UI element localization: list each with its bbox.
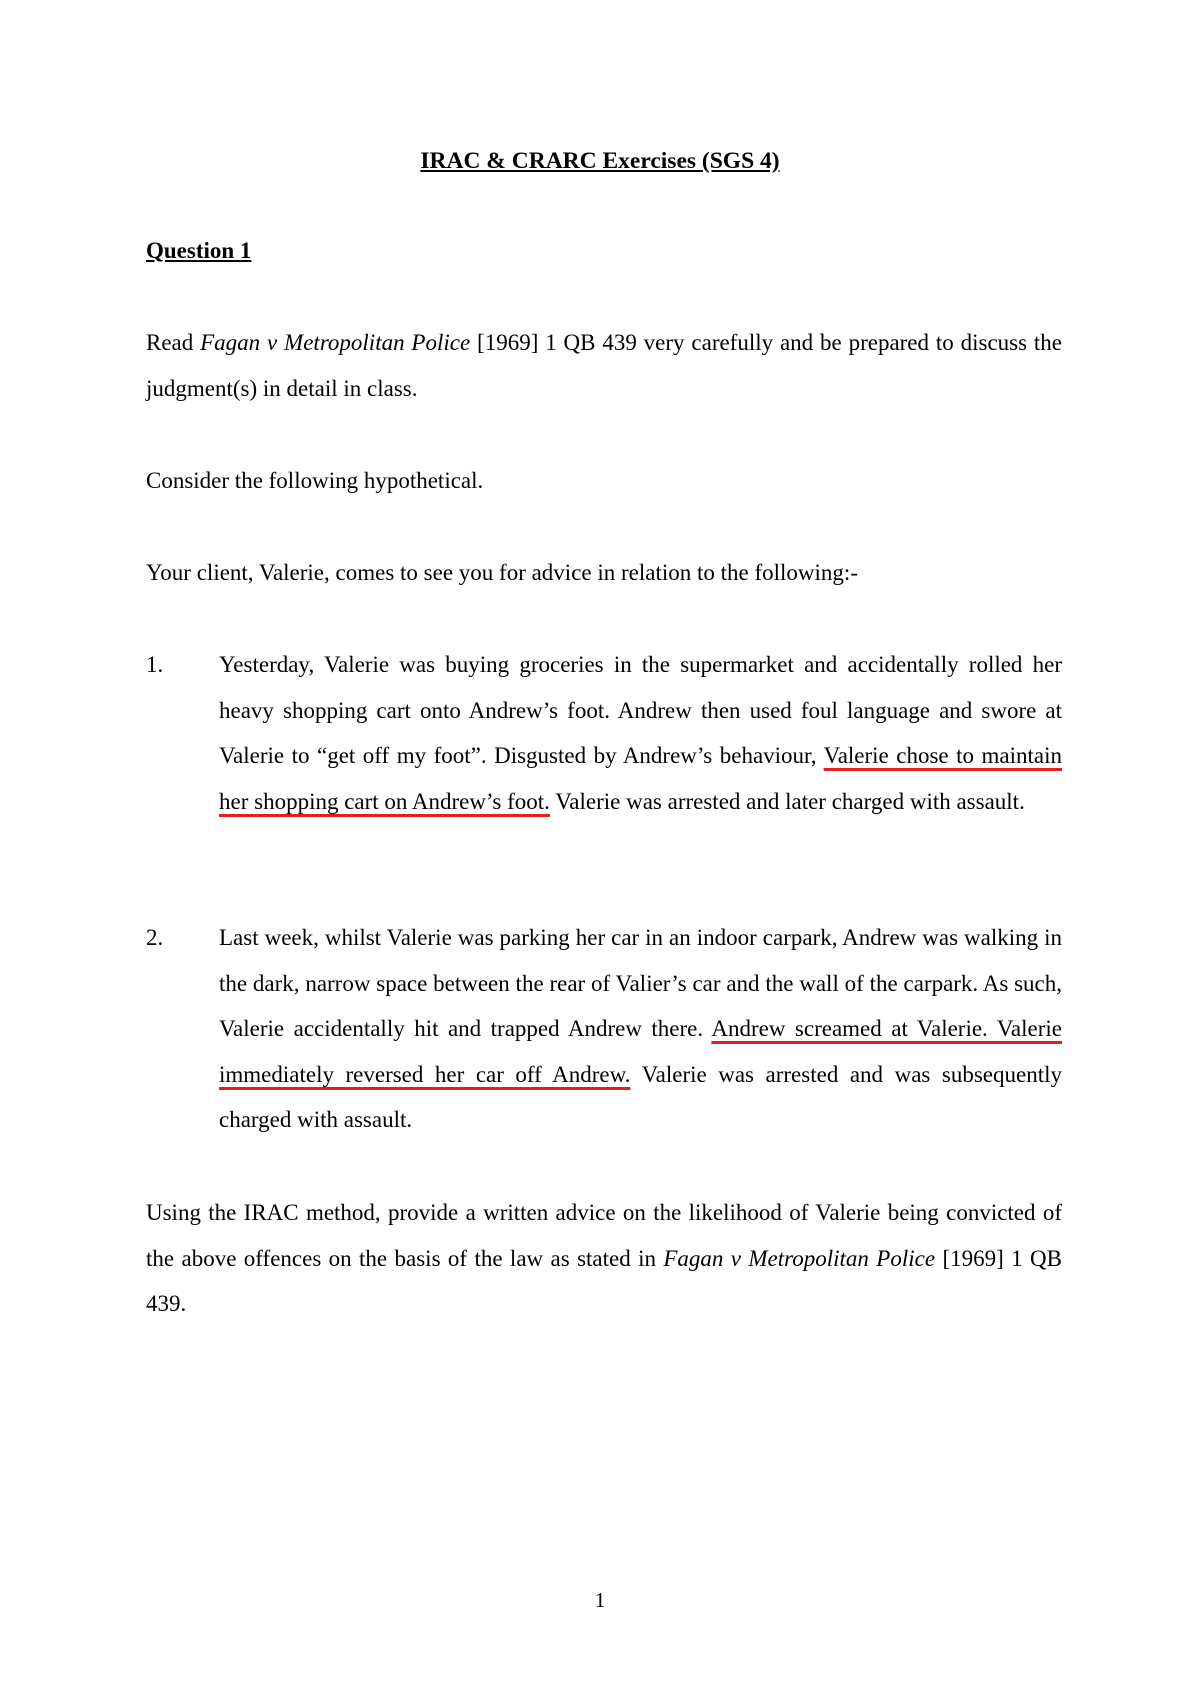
using-paragraph-suffix: [1969] 1 QB 439.	[146, 1245, 1062, 1317]
item-text	[219, 915, 1062, 1143]
numbered-item-2	[146, 915, 1062, 1143]
case-name-citation: Fagan v Metropolitan Police	[200, 330, 471, 355]
red-underlined-text: Valerie chose to maintain her shopping cart on Andrew’s foot.	[219, 743, 1062, 814]
document-title: IRAC & CRARC Exercises (SGS 4)	[420, 148, 780, 174]
item-text-after: Valerie was arrested and was subsequently charged with assault.	[219, 1061, 1062, 1133]
question-heading: Question 1	[146, 238, 252, 263]
item-text-after: Valerie was arrested and later charged with assault.	[549, 788, 1025, 814]
read-paragraph-suffix: [1969] 1 QB 439 very carefully and be prepared to discuss the judgment(s) in detail in class.	[146, 330, 1062, 401]
item-text-before: Last week, whilst Valerie was parking her car in an indoor carpark, Andrew was walking in the dark, narrow space between the rear of Valier’s car and the wall of the carpark. As such, Valerie accidentally hit and trapped Andrew there.	[219, 925, 1062, 1042]
consider-paragraph: Consider the following hypothetical.	[146, 468, 484, 493]
page-number: 1	[594, 1588, 606, 1612]
red-underlined-text: Andrew screamed at Valerie. Valerie immediately reversed her car off Andrew.	[219, 1016, 1062, 1087]
read-paragraph	[146, 320, 1062, 411]
client-paragraph: Your client, Valerie, comes to see you for advice in relation to the following:-	[146, 560, 858, 585]
case-name-citation: Fagan v Metropolitan Police	[663, 1245, 936, 1271]
item-text	[219, 642, 1062, 824]
item-number: 2.	[146, 925, 164, 950]
using-paragraph-prefix: Using the IRAC method, provide a written advice on the likelihood of Valerie being convicted of the above offences on the basis of the law as stated in	[146, 1200, 1062, 1271]
read-paragraph-prefix: Read	[146, 330, 201, 355]
numbered-item-1	[146, 642, 1062, 824]
item-text-before: Yesterday, Valerie was buying groceries in the supermarket and accidentally rolled her heavy shopping cart onto Andrew’s foot. Andrew then used foul language and swore at Valerie to “get off my foot”. Disgusted by Andrew’s behaviour,	[219, 652, 1062, 769]
using-paragraph	[146, 1190, 1062, 1327]
item-number: 1.	[146, 652, 164, 677]
